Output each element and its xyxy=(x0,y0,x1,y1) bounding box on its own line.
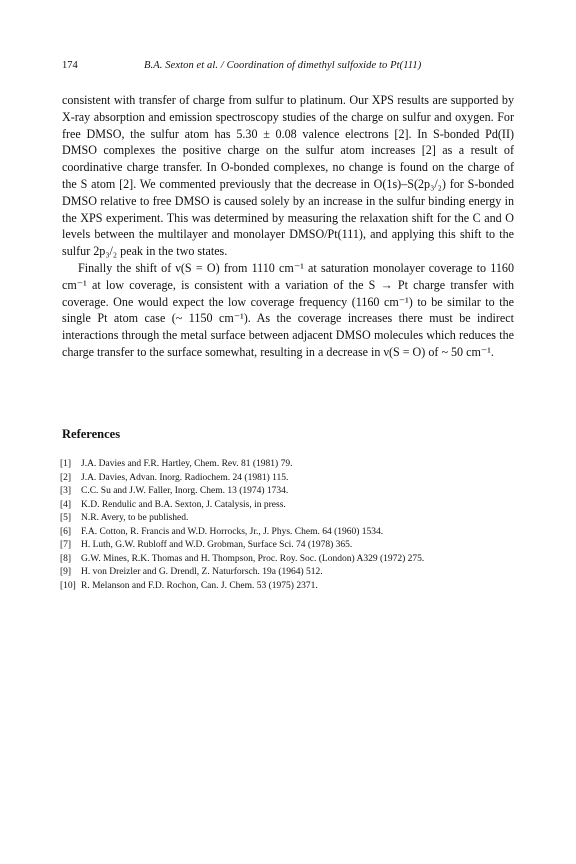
reference-item xyxy=(60,553,530,567)
references-heading: References xyxy=(62,427,121,441)
reference-text: K.D. Rendulic and B.A. Sexton, J. Catalysis, in press. xyxy=(81,499,286,510)
reference-number: [9] xyxy=(60,567,72,577)
paragraph: Finally the shift of ν(S = O) from 1110 cm⁻¹ at saturation monolayer coverage to 1160 cm⁻¹ at low coverage, is consistent with a variation of the S → Pt charge transfer with coverage. One would expect the low coverage frequency (1160 cm⁻¹) to be similar to the single Pt atom case (~ 1150 cm⁻¹). As the coverage increases there must be indirect interactions through the metal surface between adjacent DMSO molecules which reduces the charge transfer to the surface somewhat, resulting in a decrease in ν(S = O) of ~ 50 cm⁻¹. xyxy=(62,260,514,359)
page-number: 174 xyxy=(62,60,78,71)
references-list xyxy=(60,458,530,593)
reference-number: [4] xyxy=(60,499,72,510)
reference-item xyxy=(60,580,530,594)
reference-number: [3] xyxy=(60,486,72,496)
reference-number: [6] xyxy=(60,526,72,537)
reference-text: H. Luth, G.W. Rubloff and W.D. Grobman, Surface Sci. 74 (1978) 365. xyxy=(81,540,353,550)
reference-text: G.W. Mines, R.K. Thomas and H. Thompson, Proc. Roy. Soc. (London) A329 (1972) 275. xyxy=(81,553,425,564)
reference-text: J.A. Davies, Advan. Inorg. Radiochem. 24 (1981) 115. xyxy=(81,472,289,483)
reference-item xyxy=(60,458,530,472)
paragraph: consistent with transfer of charge from sulfur to platinum. Our XPS results are supported by X-ray absorption and emission spectroscopy studies of the charge on sulfur and oxygen. For free DMSO, the sulfur atom has 5.30 ± 0.08 valence electrons [2]. In S-bonded Pd(II) DMSO complexes the positive charge on the sulfur atom increases [2] as a result of coordinative charge transfer. In O-bonded complexes, no change is found on the charge of the S atom [2]. We commented previously that the decrease in O(1s)–S(2p₃/₂) for S-bonded DMSO relative to free DMSO is caused solely by an increase in the sulfur binding energy in the XPS experiment. This was determined by measuring the relaxation shift for the C and O levels between the multilayer and monolayer DMSO/Pt(111), and applying this shift to the sulfur 2p₃/₂ peak in the two states. xyxy=(62,93,514,259)
running-title: B.A. Sexton et al. / Coordination of dimethyl sulfoxide to Pt(111) xyxy=(144,60,422,71)
reference-number: [5] xyxy=(60,513,72,523)
reference-text: F.A. Cotton, R. Francis and W.D. Horrocks, Jr., J. Phys. Chem. 64 (1960) 1534. xyxy=(81,526,384,537)
reference-number: [7] xyxy=(60,540,72,550)
reference-item xyxy=(60,526,530,540)
reference-number: [2] xyxy=(60,472,72,483)
reference-text: J.A. Davies and F.R. Hartley, Chem. Rev. 81 (1981) 79. xyxy=(81,459,293,469)
reference-number: [10] xyxy=(60,580,76,591)
reference-item xyxy=(60,499,530,513)
reference-item xyxy=(60,512,530,526)
reference-item xyxy=(60,539,530,553)
body-text xyxy=(62,92,514,361)
reference-text: H. von Dreizler and G. Drendl, Z. Naturforsch. 19a (1964) 512. xyxy=(81,567,323,577)
reference-text: C.C. Su and J.W. Faller, Inorg. Chem. 13 (1974) 1734. xyxy=(81,486,289,496)
reference-item xyxy=(60,485,530,499)
reference-text: N.R. Avery, to be published. xyxy=(81,513,189,523)
reference-text: R. Melanson and F.D. Rochon, Can. J. Chem. 53 (1975) 2371. xyxy=(81,580,318,591)
reference-item xyxy=(60,566,530,580)
reference-item xyxy=(60,472,530,486)
reference-number: [8] xyxy=(60,553,72,564)
reference-number: [1] xyxy=(60,459,72,469)
